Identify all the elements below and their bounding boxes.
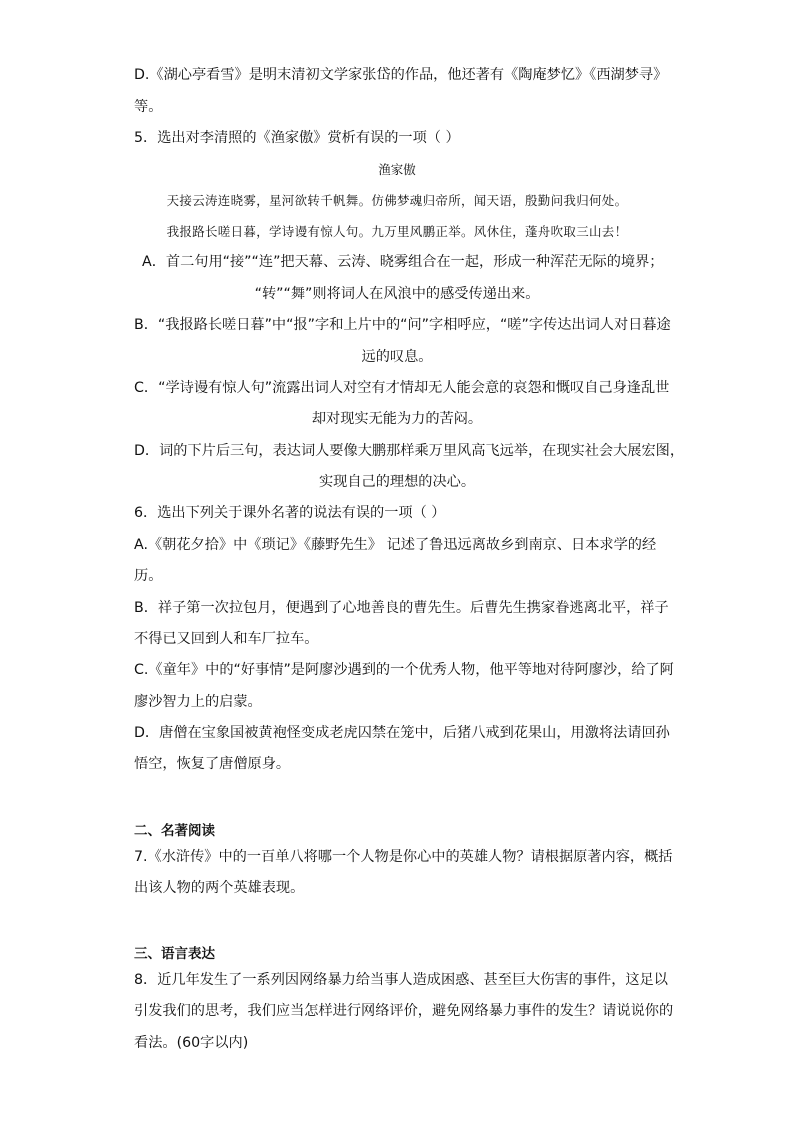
q5-option-d-line2: 实现自己的理想的决心。: [318, 474, 476, 490]
q5-option-d-line1: D．词的下片后三句，表达词人要像大鹏那样乘万里风高飞远举，在现实社会大展宏图，: [134, 443, 685, 459]
question-6-stem: 6．选出下列关于课外名著的说法有误的一项（ ）: [134, 505, 446, 521]
q6-option-d-line2: 悟空，恢复了唐僧原身。: [134, 756, 291, 772]
q6-option-c-line1: C.《童年》中的“好事情”是阿廖沙遇到的一个优秀人物，他平等地对待阿廖沙，给了阿: [134, 662, 674, 678]
question-8-line3: 看法。(60字以内): [134, 1035, 249, 1051]
question-8-line1: 8．近几年发生了一系列因网络暴力给当事人造成困惑、甚至巨大伤害的事件，这足以: [134, 972, 668, 988]
q6-option-a-line1: A.《朝花夕拾》中《琐记》《藤野先生》 记述了鲁迅远离故乡到南京、日本求学的经: [134, 537, 657, 553]
question-7-line1: 7.《水浒传》中的一百单八将哪一个人物是你心中的英雄人物？请根据原著内容，概括: [134, 849, 673, 865]
q5-option-a-line1: A．首二句用“接”“连”把天幕、云涛、晓雾组合在一起，形成一种浑茫无际的境界；: [142, 254, 664, 270]
poem-title: 渔家傲: [378, 162, 416, 177]
question-8-line2: 引发我们的思考，我们应当怎样进行网络评价，避免网络暴力事件的发生？请说说你的: [134, 1003, 674, 1019]
q5-option-b-line1: B．“我报路长嗟日暮”中“报”字和上片中的“问”字相呼应，“嗟”字传达出词人对日暮途: [134, 317, 671, 333]
q6-option-b-line1: B．祥子第一次拉包月，便遇到了心地善良的曹先生。后曹先生携家眷逃离北平，祥子: [134, 600, 669, 616]
q6-option-a-line2: 历。: [134, 568, 163, 584]
q6-option-c-line2: 廖沙智力上的启蒙。: [134, 694, 262, 710]
q4-option-d-line2: 等。: [134, 99, 163, 115]
question-7-line2: 出该人物的两个英雄表现。: [134, 880, 305, 896]
q4-option-d-line1: D.《湖心亭看雪》是明末清初文学家张岱的作品，他还著有《陶庵梦忆》《西湖梦寻》: [134, 67, 668, 83]
q6-option-d-line1: D．唐僧在宝象国被黄袍怪变成老虎囚禁在笼中，后猪八戒到花果山，用激将法请回孙: [134, 725, 670, 741]
poem-line-1: 天接云涛连晓雾，星河欲转千帆舞。仿佛梦魂归帝所，闻天语，殷勤问我归何处。: [166, 193, 628, 208]
question-5-stem: 5．选出对李清照的《渔家傲》赏析有误的一项（ ）: [134, 130, 460, 146]
q5-option-c-line1: C．“学诗谩有惊人句”流露出词人对空有才情却无人能会意的哀怨和慨叹自己身逢乱世: [134, 380, 670, 396]
section-3-heading: 三、语言表达: [134, 946, 215, 962]
section-2-heading: 二、名著阅读: [134, 823, 215, 839]
poem-line-2: 我报路长嗟日暮，学诗谩有惊人句。九万里风鹏正举。风休住，蓬舟吹取三山去！: [166, 224, 628, 239]
q5-option-b-line2: 远的叹息。: [361, 349, 433, 365]
q6-option-b-line2: 不得已又回到人和车厂拉车。: [134, 631, 319, 647]
q5-option-c-line2: 却对现实无能为力的苦闷。: [311, 411, 483, 427]
q5-option-a-line2: “转”“舞”则将词人在风浪中的感受传递出来。: [254, 286, 540, 302]
